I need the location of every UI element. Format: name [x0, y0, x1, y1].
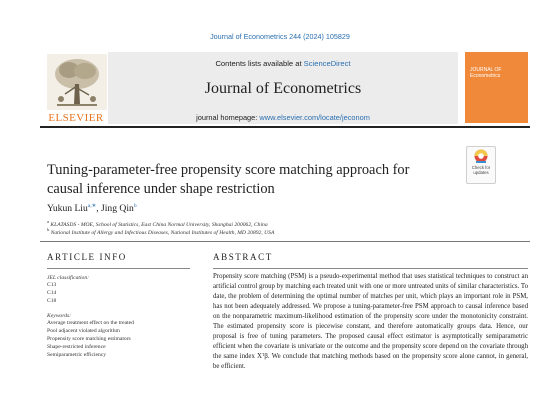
jel-code[interactable]: C14: [47, 290, 57, 296]
affiliation-b: [47, 227, 274, 236]
contents-prefix: Contents lists available at: [215, 59, 304, 68]
keyword-item[interactable]: Semiparametric efficiency: [47, 352, 107, 358]
keyword-item[interactable]: Propensity score matching estimators: [47, 336, 131, 342]
affiliation-text: National Institute of Allergy and Infectious Diseases, National Institutes of Health, MD 20892, USA: [49, 229, 275, 236]
elsevier-wordmark: ELSEVIER: [48, 112, 104, 124]
crossmark-icon: [467, 147, 495, 167]
keywords-label: Keywords:: [47, 313, 72, 319]
journal-cover-image[interactable]: [465, 52, 528, 123]
abstract-heading: ABSTRACT: [213, 252, 273, 262]
keyword-item[interactable]: Pool adjacent violated algorithm: [47, 328, 120, 334]
affiliation-text: KLATASDS - MOE, School of Statistics, East China Normal University, Shanghai 200062, China: [49, 221, 268, 228]
article-info-divider: [47, 268, 190, 269]
keyword-item[interactable]: Average treatment effect on the treated: [47, 320, 134, 326]
affiliation-marker: b: [47, 227, 50, 232]
journal-homepage-line: [108, 113, 458, 122]
journal-cover-title: JOURNAL OF Econometrics: [470, 67, 502, 79]
paper-title-line-2: causal inference under shape restriction: [47, 180, 275, 197]
elsevier-tree-logo: [47, 54, 107, 110]
paper-title-line-1: Tuning-parameter-free propensity score matching approach for: [47, 162, 410, 178]
homepage-prefix: journal homepage:: [196, 113, 260, 122]
sciencedirect-link[interactable]: ScienceDirect: [303, 59, 351, 68]
journal-title: Journal of Econometrics: [204, 80, 362, 97]
author-name[interactable]: Yukun Liu: [47, 203, 88, 215]
jel-code[interactable]: C18: [47, 298, 57, 304]
check-for-updates-label: Check for updates: [471, 165, 491, 175]
homepage-link[interactable]: www.elsevier.com/locate/jeconom: [259, 113, 370, 122]
author-separator: ,: [96, 203, 102, 215]
author-affiliation-sup[interactable]: a,∗: [87, 203, 97, 209]
affiliation-marker: a: [47, 219, 49, 224]
header-divider: [40, 126, 530, 128]
author-name[interactable]: Jing Qin: [101, 203, 134, 215]
journal-citation[interactable]: Journal of Econometrics 244 (2024) 105829: [210, 32, 350, 41]
article-info-heading: ARTICLE INFO: [47, 252, 127, 262]
author-list: [47, 203, 137, 214]
abstract-divider: [213, 268, 528, 269]
affiliation-divider: [40, 241, 530, 242]
keyword-item[interactable]: Shape-restricted inference: [47, 344, 106, 350]
jel-label: JEL classification:: [47, 275, 90, 281]
author-affiliation-sup[interactable]: b: [133, 203, 137, 209]
paper-title: [47, 161, 447, 198]
contents-line: [108, 59, 458, 68]
abstract-text: Propensity score matching (PSM) is a pseudo-experimental method that uses statistical techniques to construct an artificial control group by matching each treated unit with one or more untreated units of similar characteristics. To date, the problem of determining the optimal number of matches per unit, which plays an important role in PSM, has not been adequately addressed. We propose a tuning-parameter-free PSM approach to causal inference based on the nonparametric maximum-likelihood estimation of the propensity score under the monotonicity constraint. The estimated propensity score is piecewise constant, and therefore automatically groups data. Hence, our proposal is free of tuning parameters. The proposed causal effect estimator is asymptotically semiparametric efficient when the covariate is univariate or the outcome and the propensity score depend on the covariate through the same index Xᵀβ. We conclude that matching methods based on the propensity score alone cannot, in general, be efficient.: [213, 273, 528, 371]
jel-code[interactable]: C13: [47, 282, 57, 288]
